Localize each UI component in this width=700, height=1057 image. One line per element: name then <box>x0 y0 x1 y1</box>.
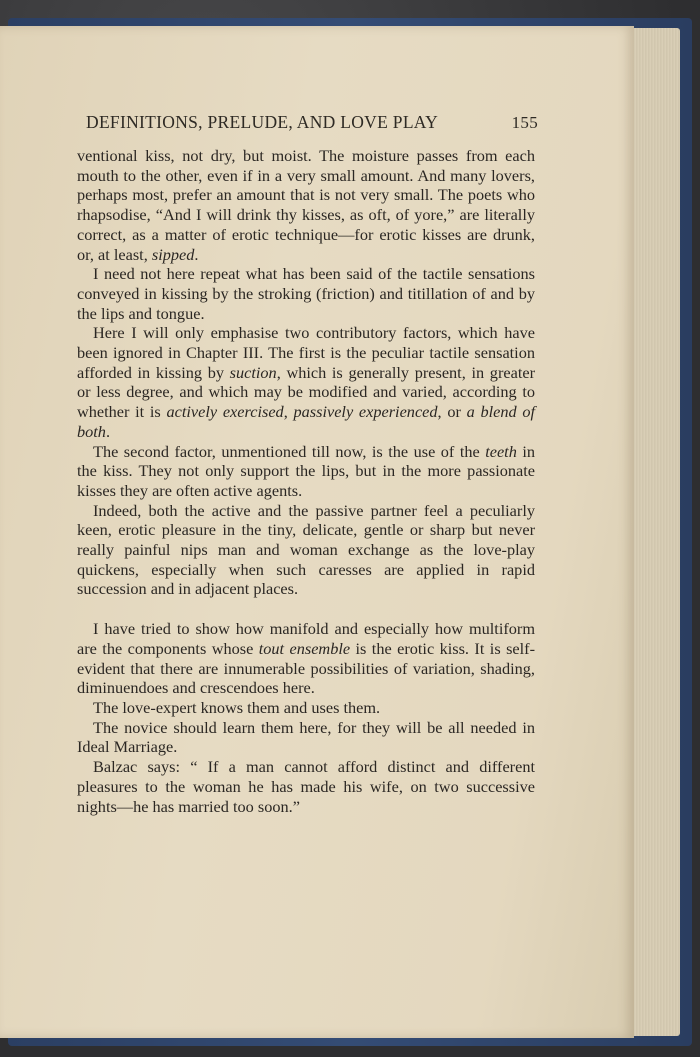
page-number: 155 <box>511 113 538 132</box>
running-title: DEFINITIONS, PRELUDE, AND LOVE PLAY <box>86 112 439 132</box>
paragraph: Here I will only emphasise two contributory factors, which have been ignored in Chapter III. The first is the peculiar tactile sensation afforded in kissing by suction, which is generally present, in greater or less degree, and which may be modified and varied, according to whether it is actively exercised, passively experienced, or a blend of both. <box>77 323 536 441</box>
paragraph: The novice should learn them here, for they will be all needed in Ideal Marriage. <box>77 717 535 757</box>
paragraph: The love-expert knows them and uses them. <box>93 697 381 717</box>
page-edges <box>628 28 680 1036</box>
paragraph: Balzac says: “ If a man cannot afford distinct and different pleasures to the woman he has made his wife, on two successive nights—he has married too soon.” <box>77 757 535 816</box>
body-text <box>77 146 535 816</box>
paragraph: I have tried to show how manifold and especially how multiform are the components whose tout ensemble is the erotic kiss. It is self-evident that there are innumerable possibilities of variation, shading, diminuendoes and crescendoes here. <box>77 619 536 698</box>
paragraph: I need not here repeat what has been said of the tactile sensations conveyed in kissing by the stroking (friction) and titillation of and by the lips and tongue. <box>77 264 535 323</box>
paragraph: Indeed, both the active and the passive partner feel a peculiarly keen, erotic pleasure in the tiny, delicate, gentle or sharp but never really painful nips man and woman exchange as the love-play quickens, especially when such caresses are applied in rapid succession and in adjacent places. <box>77 500 535 599</box>
paragraph: ventional kiss, not dry, but moist. The moisture passes from each mouth to the other, even if in a very small amount. And many lovers, perhaps most, prefer an amount that is not very small. The poets who rhapsodise, “And I will drink thy kisses, as oft, of yore,” are literally correct, as a matter of erotic technique—for erotic kisses are drunk, or, at least, sipped. <box>77 146 535 264</box>
paragraph: The second factor, unmentioned till now, is the use of the teeth in the kiss. They not only support the lips, but in the more passionate kisses they are often active agents. <box>77 441 535 500</box>
running-head <box>86 112 538 134</box>
